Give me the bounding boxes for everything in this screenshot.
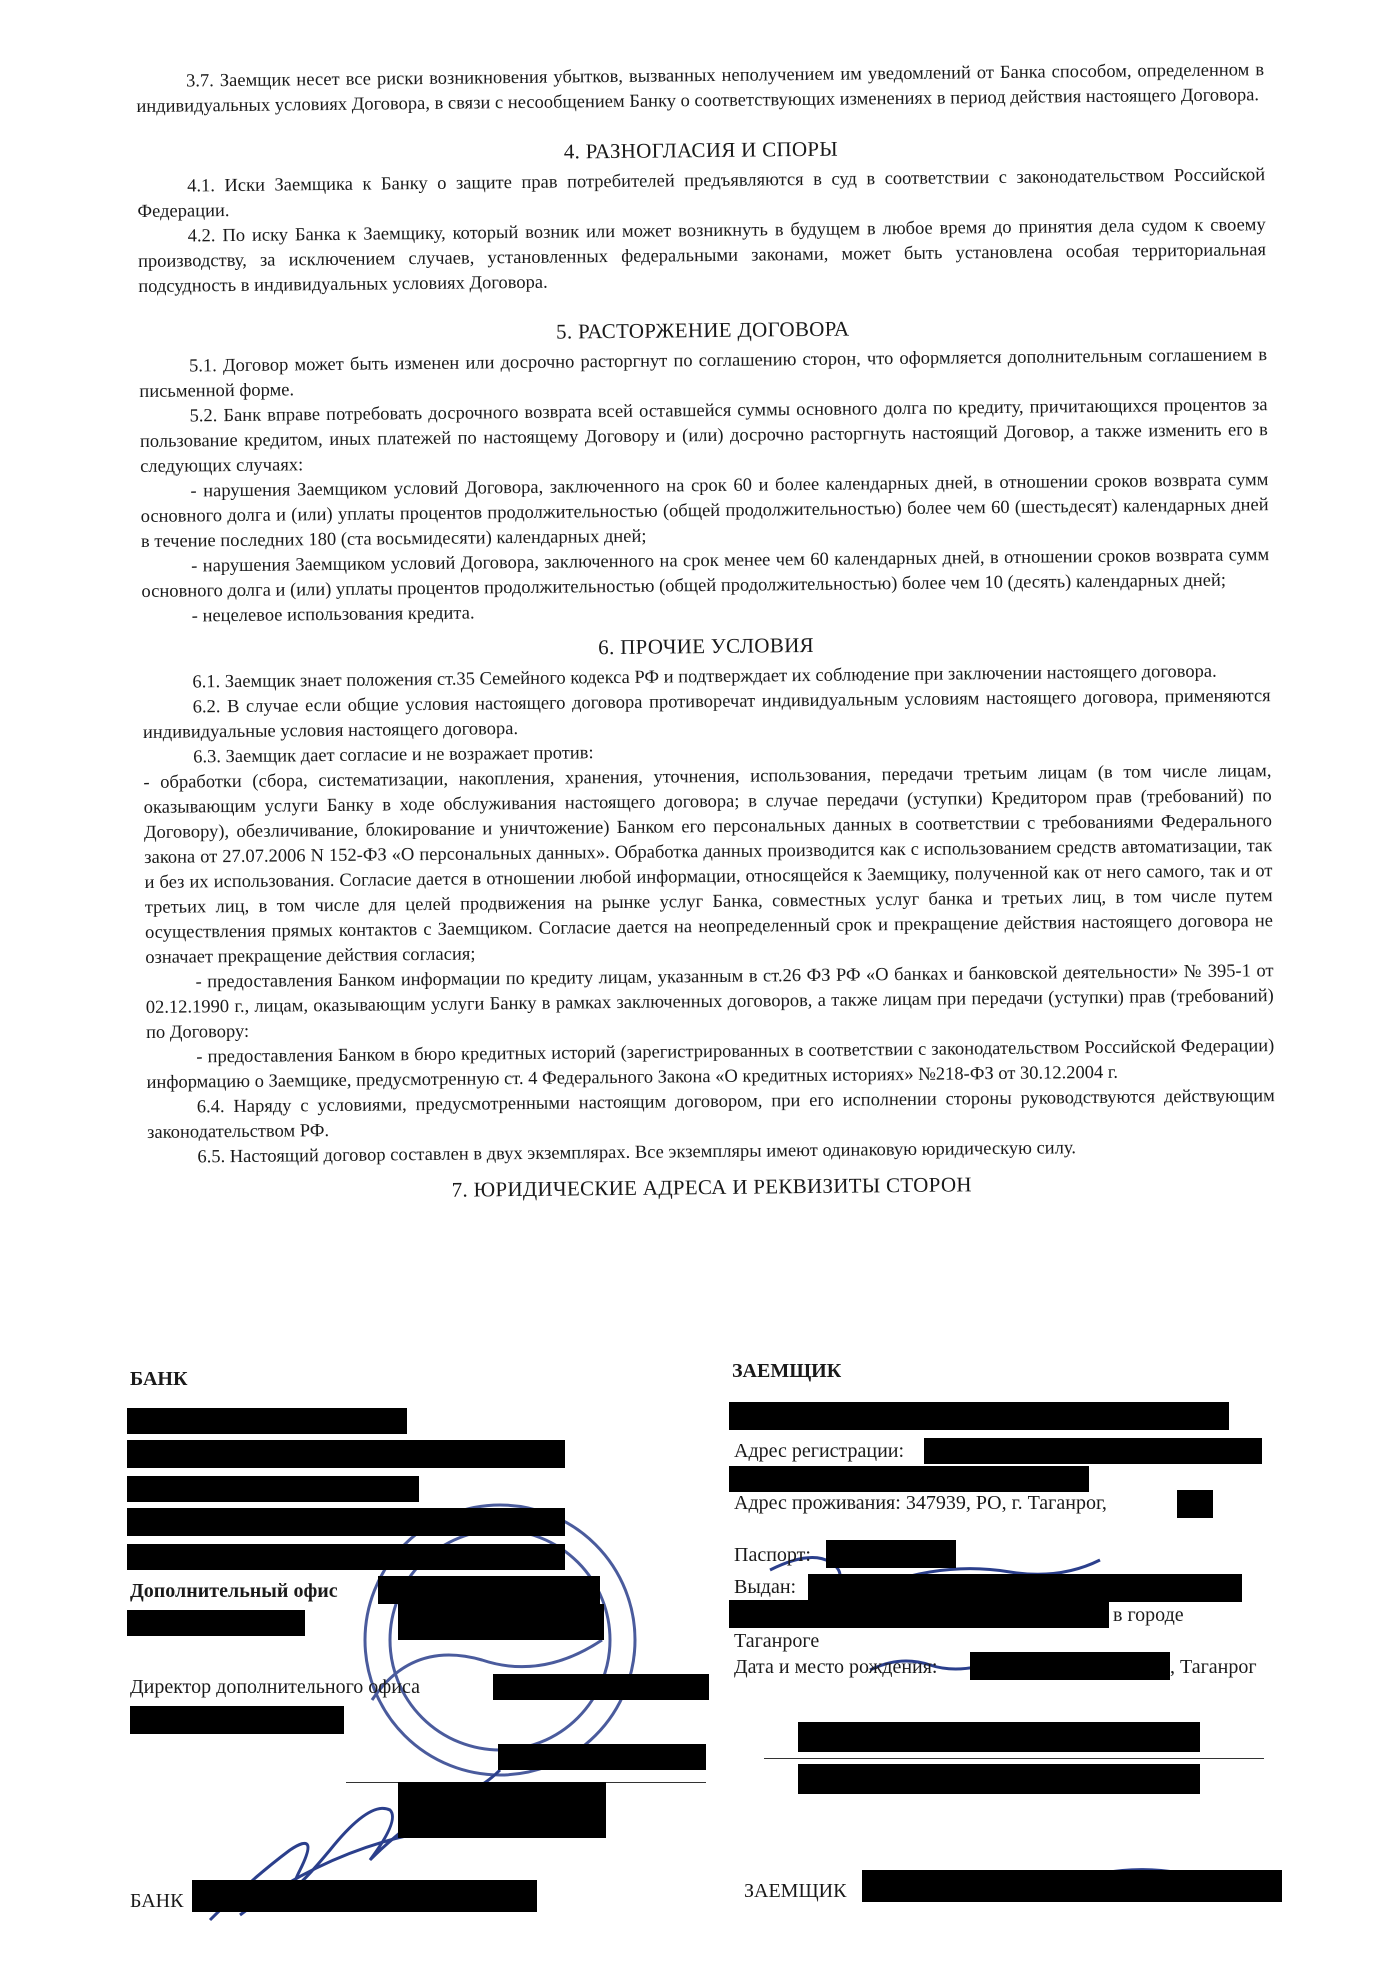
live-address-label: Адрес проживания: 347939, РО, г. Таганрог, bbox=[734, 1492, 1107, 1514]
section-4-heading: 4. РАЗНОГЛАСИЯ И СПОРЫ bbox=[563, 136, 839, 164]
clause-6-3-item: - предоставления Банком информации по кредиту лицам, указанным в ст.26 ФЗ РФ «О банках и банковской деятельности» № 395-1 от 02.12.1990 г., лицам, оказывающим услуги Банку в рамках заключенных договоров, а также лицам при передачи (уступки) прав (требований) по Договору: bbox=[145, 961, 1274, 1043]
redaction-bar bbox=[127, 1476, 419, 1502]
clause-5-2-item: - нарушения Заемщиком условий Договора, заключенного на срок менее чем 60 календарных дней, в отношении сроков возврата сумм основного долга и (или) уплаты процентов продолжительностью (общей продолжительностью) более чем 10 (десять) календарных дней; bbox=[141, 545, 1270, 602]
bank-heading: БАНК bbox=[130, 1368, 188, 1390]
clause-6-3-item: - обработки (сбора, систематизации, накопления, хранения, уточнения, использования, передачи третьим лицам (в том числе лицам, оказывающим услуги Банку в ходе обслуживания настоящего договора; в случае передачи (уступки) Кредитором прав (требований) по Договору), обезличивание, блокирование и уничтожение) Банком его персональных данных в соответствии с требованиями Федерального закона от 27.07.2006 N 152-ФЗ «О персональных данных». Обработка данных производится как с использованием средств автоматизации, так и без их использования. Согласие дается в отношении любой информации, относящейся к Заемщику, полученной как от него самого, так и от третьих лиц, в том числе для целей продвижения на рынке услуг Банка, совместных услуг банка и третьих лиц, в том числе путем осуществления прямых контактов с Заемщиком. Согласие дается на неопределенный срок и прекращение действия настоящего договора не означает прекращение действия согласия; bbox=[143, 761, 1274, 968]
redaction-bar bbox=[127, 1544, 565, 1570]
redaction-bar bbox=[378, 1576, 600, 1604]
clause-6-2: 6.2. В случае если общие условия настоящего договора противоречат индивидуальным условиям настоящего договора, применяются индивидуальные условия настоящего договора. bbox=[142, 686, 1271, 743]
redaction-bar bbox=[493, 1674, 709, 1700]
bank-office-label: Дополнительный офис bbox=[130, 1580, 338, 1602]
clause-6-1: 6.1. Заемщик знает положения ст.35 Семейного кодекса РФ и подтверждает их соблюдение при заключении настоящего договора. bbox=[192, 661, 1217, 693]
clause-6-3-item: - предоставления Банком в бюро кредитных историй (зарегистрированных в соответствии с законодательством Российской Федерации) информацию о Заемщике, предусмотренную ст. 4 Федерального Закона «О кредитных историях» №218-ФЗ от 30.12.2004 г. bbox=[146, 1036, 1275, 1093]
redaction-bar bbox=[826, 1540, 956, 1568]
redaction-bar bbox=[127, 1508, 565, 1536]
redaction-bar bbox=[127, 1408, 407, 1434]
clause-6-4: 6.4. Наряду с условиями, предусмотренными настоящим договором, при его исполнении стороны руководствуются действующим законодательством РФ. bbox=[147, 1086, 1275, 1143]
issued-label: Выдан: bbox=[734, 1576, 797, 1598]
borrower-signature-line bbox=[764, 1758, 1264, 1759]
in-city-label: в городе bbox=[1113, 1604, 1184, 1626]
redaction-bar bbox=[729, 1466, 1089, 1492]
section-6-heading: 6. ПРОЧИЕ УСЛОВИЯ bbox=[598, 632, 815, 660]
redaction-bar bbox=[398, 1782, 606, 1838]
passport-label: Паспорт: bbox=[734, 1544, 811, 1566]
redaction-bar bbox=[862, 1870, 1282, 1902]
clause-5-2-item: - нарушения Заемщиком условий Договора, заключенного на срок 60 и более календарных дней, в отношении сроков возврата сумм основного долга и (или) уплаты процентов продолжительностью (общей продолжительностью) более чем 60 (шестьдесят) календарных дней в течение последних 180 (ста восьмидесяти) календарных дней; bbox=[140, 470, 1269, 552]
clause-5-1: 5.1. Договор может быть изменен или досрочно расторгнут по соглашению сторон, что оформляется дополнительным соглашением в письменной форме. bbox=[139, 345, 1268, 402]
clause-4-1: 4.1. Иски Заемщика к Банку о защите прав потребителей предъявляются в суд в соответствии с законодательством Российской Федерации. bbox=[137, 165, 1266, 222]
birth-city-label: , Таганрог bbox=[1170, 1656, 1257, 1678]
section-5-heading: 5. РАСТОРЖЕНИЕ ДОГОВОРА bbox=[555, 316, 850, 344]
clause-6-5: 6.5. Настоящий договор составлен в двух экземплярах. Все экземпляры имеют одинаковую юридическую силу. bbox=[197, 1138, 1077, 1168]
clause-4-2: 4.2. По иску Банка к Заемщику, который возник или может возникнуть в будущем в любое время до принятия дела судом к своему производству, за исключением случаев, установленных федеральными законами, может быть установлена особая территориальная подсудность в индивидуальных условиях Договора. bbox=[137, 215, 1267, 297]
bank-signature-label: БАНК bbox=[130, 1890, 184, 1912]
redaction-bar bbox=[798, 1722, 1200, 1752]
clause-3-7: 3.7. Заемщик несет все риски возникновения убытков, вызванных неполучением им уведомлений от Банка способом, определенном в индивидуальных условиях Договора, в связи с несообщением Банку о соответствующих изменениях в период действия настоящего Договора. bbox=[136, 60, 1265, 117]
redaction-bar bbox=[130, 1706, 344, 1734]
redaction-bar bbox=[1177, 1490, 1213, 1518]
bank-director-label: Директор дополнительного офиса bbox=[130, 1676, 420, 1698]
borrower-signature-label: ЗАЕМЩИК bbox=[744, 1880, 847, 1902]
redaction-bar bbox=[498, 1744, 706, 1770]
city-label: Таганроге bbox=[734, 1630, 820, 1652]
redaction-bar bbox=[398, 1604, 604, 1640]
redaction-bar bbox=[729, 1600, 1109, 1628]
borrower-heading: ЗАЕМЩИК bbox=[732, 1360, 842, 1382]
reg-address-label: Адрес регистрации: bbox=[734, 1440, 905, 1462]
section-7-heading: 7. ЮРИДИЧЕСКИЕ АДРЕСА И РЕКВИЗИТЫ СТОРОН bbox=[451, 1172, 972, 1202]
redaction-bar bbox=[970, 1652, 1170, 1680]
redaction-bar bbox=[127, 1610, 305, 1636]
redaction-bar bbox=[808, 1574, 1242, 1602]
redaction-bar bbox=[127, 1440, 565, 1468]
clause-5-2-item: - нецелевое использования кредита. bbox=[191, 603, 475, 627]
birth-label: Дата и место рождения: bbox=[734, 1656, 938, 1678]
redaction-bar bbox=[798, 1764, 1200, 1794]
clause-6-3: 6.3. Заемщик дает согласие и не возражает против: bbox=[193, 743, 594, 768]
redaction-bar bbox=[192, 1880, 537, 1912]
clause-5-2: 5.2. Банк вправе потребовать досрочного возврата всей оставшейся суммы основного долга по кредиту, причитающихся процентов за пользование кредитом, иных платежей по настоящему Договору и (или) досрочно расторгнуть настоящий Договор, а также изменить его в следующих случаях: bbox=[139, 395, 1268, 477]
redaction-bar bbox=[924, 1438, 1262, 1464]
redaction-bar bbox=[729, 1402, 1229, 1430]
